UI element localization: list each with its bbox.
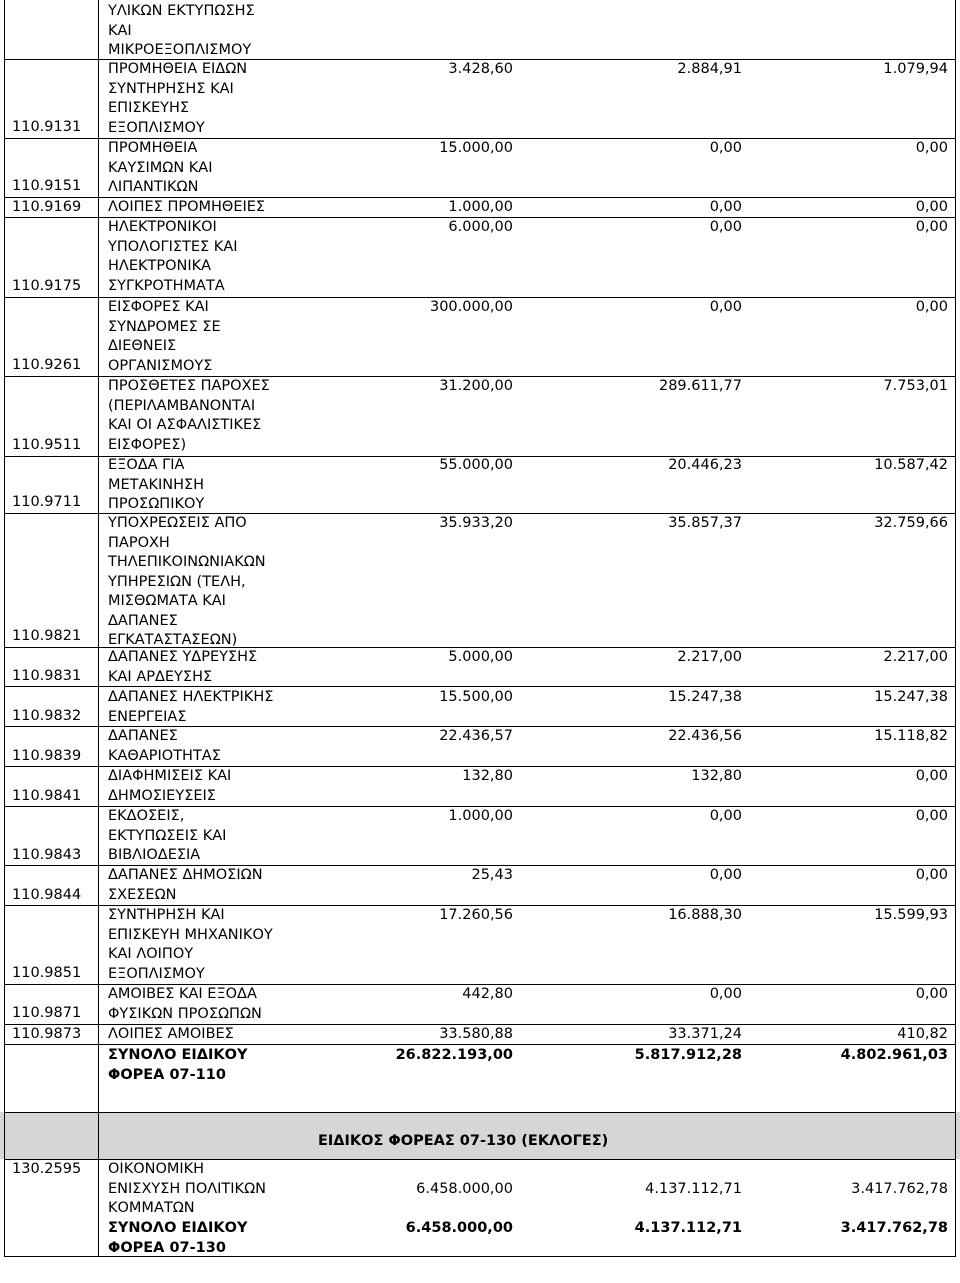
total-110-value-1: 26.822.193,00 [395,1047,513,1063]
row-code: 110.9871 [12,1005,82,1021]
row-value-1: 31.200,00 [439,378,513,394]
total-130-value-2: 4.137.112,71 [634,1220,742,1236]
row-border [4,1112,956,1113]
row-value-1: 5.000,00 [448,649,513,665]
row-value-1: 25,43 [471,867,513,883]
row-value-3: 1.079,94 [883,61,948,77]
row-value-2: 0,00 [709,199,742,215]
row-description: ΠΡΟΜΗΘΕΙΑ ΕΙΔΩΝ ΣΥΝΤΗΡΗΣΗΣ ΚΑΙ ΕΠΙΣΚΕΥΗΣ ΕΞΟΠΛΙΣΜΟΥ [108,61,248,136]
row-value-3: 15.599,93 [874,907,948,923]
row-description: ΔΑΠΑΝΕΣ ΚΑΘΑΡΙΟΤΗΤΑΣ [108,728,221,764]
row-value-3: 10.587,42 [874,457,948,473]
row-value-1: 132,80 [462,768,513,784]
row-value-1: 1.000,00 [448,199,513,215]
row-value-3: 410,82 [897,1026,948,1042]
row-code: 110.9175 [12,278,82,294]
row-value-1: 15.500,00 [439,689,513,705]
row-code: 110.9873 [12,1026,82,1042]
row-value-1: 55.000,00 [439,457,513,473]
row-description: ΕΞΟΔΑ ΓΙΑ ΜΕΤΑΚΙΝΗΣΗ ΠΡΟΣΩΠΙΚΟΥ [108,457,205,512]
row-value-3: 2.217,00 [883,649,948,665]
row-value-3: 0,00 [915,768,948,784]
grid-line-right [955,0,956,1256]
row-value-1: 17.260,56 [439,907,513,923]
row-value-2: 2.884,91 [677,61,742,77]
row-description: ΔΑΠΑΝΕΣ ΥΔΡΕΥΣΗΣ ΚΑΙ ΑΡΔΕΥΣΗΣ [108,649,258,685]
row-code: 110.9839 [12,748,82,764]
row-value-1: 300.000,00 [429,299,513,315]
row-code: 110.9841 [12,788,82,804]
row-description: ΗΛΕΚΤΡΟΝΙΚΟΙ ΥΠΟΛΟΓΙΣΤΕΣ ΚΑΙ ΗΛΕΚΤΡΟΝΙΚΑ ΣΥΓΚΡΟΤΗΜΑΤΑ [108,219,238,294]
row-value-1: 1.000,00 [448,808,513,824]
row-value-2: 2.217,00 [677,649,742,665]
row-code: 110.9261 [12,357,82,373]
row-value-3: 3.417.762,78 [851,1181,948,1197]
row-value-1: 3.428,60 [448,61,513,77]
row-description: ΣΥΝΤΗΡΗΣΗ ΚΑΙ ΕΠΙΣΚΕΥΗ ΜΗΧΑΝΙΚΟΥ ΚΑΙ ΛΟΙΠΟΥ ΕΞΟΠΛΙΣΜΟΥ [108,907,273,982]
section-130-title: ΕΙΔΙΚΟΣ ΦΟΡΕΑΣ 07-130 (ΕΚΛΟΓΕΣ) [318,1133,609,1149]
row-code: 110.9511 [12,437,82,453]
row-description: ΛΟΙΠΕΣ ΑΜΟΙΒΕΣ [108,1026,234,1042]
row-description: ΠΡΟΣΘΕΤΕΣ ΠΑΡΟΧΕΣ (ΠΕΡΙΛΑΜΒΑΝΟΝΤΑΙ ΚΑΙ ΟΙ ΑΣΦΑΛΙΣΤΙΚΕΣ ΕΙΣΦΟΡΕΣ) [108,378,270,453]
row-description: ΔΑΠΑΝΕΣ ΗΛΕΚΤΡΙΚΗΣ ΕΝΕΡΓΕΙΑΣ [108,689,274,725]
total-130-value-1: 6.458.000,00 [405,1220,513,1236]
row-value-2: 289.611,77 [658,378,742,394]
row-value-2: 33.371,24 [668,1026,742,1042]
row-value-2: 22.436,56 [668,728,742,744]
row-value-2: 35.857,37 [668,515,742,531]
row-code: 110.9831 [12,668,82,684]
grid-line-code-desc [98,0,99,1256]
row-description: ΠΡΟΜΗΘΕΙΑ ΚΑΥΣΙΜΩΝ ΚΑΙ ΛΙΠΑΝΤΙΚΩΝ [108,140,213,195]
row-value-3: 7.753,01 [883,378,948,394]
row-value-2: 0,00 [709,986,742,1002]
row-value-2: 4.137.112,71 [645,1181,742,1197]
row-value-3: 0,00 [915,140,948,156]
row-value-3: 0,00 [915,199,948,215]
row-value-1: 33.580,88 [439,1026,513,1042]
row-value-2: 0,00 [709,219,742,235]
total-130-label: ΣΥΝΟΛΟ ΕΙΔΙΚΟΥ ΦΟΡΕΑ 07-130 [108,1220,248,1256]
row-description: ΔΑΠΑΝΕΣ ΔΗΜΟΣΙΩΝ ΣΧΕΣΕΩΝ [108,867,263,903]
row-description: ΔΙΑΦΗΜΙΣΕΙΣ ΚΑΙ ΔΗΜΟΣΙΕΥΣΕΙΣ [108,768,232,804]
row-code: 130.2595 [12,1161,82,1177]
grid-line-left [4,0,5,1256]
row-code: 110.9169 [12,199,82,215]
row-code: 110.9851 [12,965,82,981]
row-code: 110.9131 [12,119,82,135]
row-value-2: 0,00 [709,299,742,315]
row-value-2: 16.888,30 [668,907,742,923]
row-value-3: 0,00 [915,867,948,883]
row-code: 110.9151 [12,178,82,194]
row-value-3: 0,00 [915,986,948,1002]
row-value-2: 0,00 [709,808,742,824]
row-value-2: 0,00 [709,867,742,883]
row-value-3: 0,00 [915,219,948,235]
row-value-3: 0,00 [915,299,948,315]
row-code: 110.9844 [12,887,82,903]
row-value-1: 6.000,00 [448,219,513,235]
row-value-3: 15.118,82 [874,728,948,744]
row-code: 110.9821 [12,628,82,644]
row-value-2: 15.247,38 [668,689,742,705]
row-value-2: 0,00 [709,140,742,156]
row-description: ΟΙΚΟΝΟΜΙΚΗ ΕΝΙΣΧΥΣΗ ΠΟΛΙΤΙΚΩΝ ΚΟΜΜΑΤΩΝ [108,1161,266,1216]
row-value-3: 0,00 [915,808,948,824]
row-description: ΕΙΣΦΟΡΕΣ ΚΑΙ ΣΥΝΔΡΟΜΕΣ ΣΕ ΔΙΕΘΝΕΙΣ ΟΡΓΑΝΙΣΜΟΥΣ [108,299,221,374]
row-code: 110.9832 [12,708,82,724]
row-value-1: 15.000,00 [439,140,513,156]
total-110-label: ΣΥΝΟΛΟ ΕΙΔΙΚΟΥ ΦΟΡΕΑ 07-110 [108,1047,248,1083]
row-value-3: 32.759,66 [874,515,948,531]
row-description: ΥΛΙΚΩΝ ΕΚΤΥΠΩΣΗΣ ΚΑΙ ΜΙΚΡΟΕΞΟΠΛΙΣΜΟΥ [108,3,255,58]
row-value-1: 35.933,20 [439,515,513,531]
row-code: 110.9711 [12,494,82,510]
row-value-1: 442,80 [462,986,513,1002]
row-description: ΑΜΟΙΒΕΣ ΚΑΙ ΕΞΟΔΑ ΦΥΣΙΚΩΝ ΠΡΟΣΩΠΩΝ [108,986,262,1022]
row-code: 110.9843 [12,847,82,863]
row-value-3: 15.247,38 [874,689,948,705]
total-110-value-3: 4.802.961,03 [840,1047,948,1063]
row-description: ΕΚΔΟΣΕΙΣ, ΕΚΤΥΠΩΣΕΙΣ ΚΑΙ ΒΙΒΛΙΟΔΕΣΙΑ [108,808,227,863]
row-description: ΥΠΟΧΡΕΩΣΕΙΣ ΑΠΟ ΠΑΡΟΧΗ ΤΗΛΕΠΙΚΟΙΝΩΝΙΑΚΩΝ ΥΠΗΡΕΣΙΩΝ (ΤΕΛΗ, ΜΙΣΘΩΜΑΤΑ ΚΑΙ ΔΑΠΑΝΕΣ ΕΓΚΑΤΑΣΤΑΣΕΩΝ) [108,515,266,648]
total-130-value-3: 3.417.762,78 [840,1220,948,1236]
row-value-2: 20.446,23 [668,457,742,473]
row-value-2: 132,80 [691,768,742,784]
row-description: ΛΟΙΠΕΣ ΠΡΟΜΗΘΕΙΕΣ [108,199,266,215]
total-110-value-2: 5.817.912,28 [634,1047,742,1063]
row-value-1: 6.458.000,00 [416,1181,513,1197]
row-value-1: 22.436,57 [439,728,513,744]
